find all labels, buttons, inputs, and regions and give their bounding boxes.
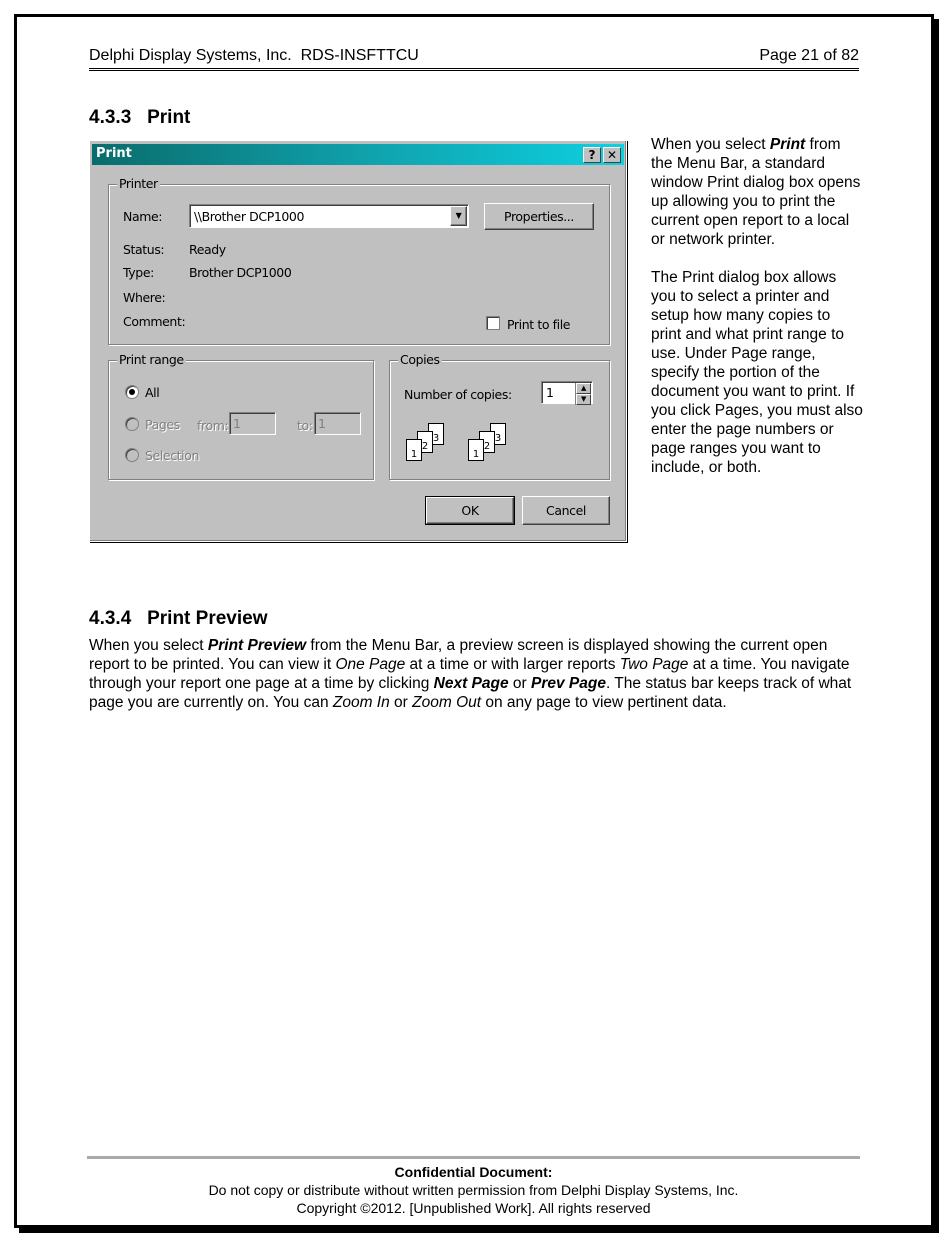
help-button[interactable]: ? <box>583 147 601 163</box>
page-footer <box>87 1156 860 1217</box>
chevron-down-icon[interactable]: ▼ <box>450 206 467 226</box>
text-run: at a time or with larger reports <box>405 656 620 673</box>
collate-page-2a: 2 <box>417 431 433 453</box>
to-value: 1 <box>318 416 326 431</box>
name-label: Name: <box>123 209 163 224</box>
copies-group-label: Copies <box>400 352 440 367</box>
type-value: Brother DCP1000 <box>189 265 292 280</box>
collate-page-3a: 3 <box>428 423 444 445</box>
footer-copyright: Copyright ©2012. [Unpublished Work]. All rights reserved <box>296 1200 651 1216</box>
pages-label: Pages <box>145 417 180 432</box>
spin-down-icon[interactable]: ▼ <box>576 394 591 405</box>
text-run: Print Preview <box>207 637 307 654</box>
dialog-titlebar[interactable] <box>92 144 624 165</box>
printer-name-select[interactable] <box>189 204 469 228</box>
collate-page-2b: 2 <box>479 431 495 453</box>
text-run: . The status bar keeps track of what page you are currently on. You can <box>89 675 852 711</box>
comment-label: Comment: <box>123 314 186 329</box>
text-run: When you select <box>651 136 770 153</box>
footer-notice: Do not copy or distribute without written permission from Delphi Display Systems, Inc. <box>208 1182 739 1198</box>
from-input[interactable] <box>229 412 276 435</box>
print-range-label: Print range <box>119 352 184 367</box>
print-description <box>651 135 863 496</box>
text-run: Zoom In <box>332 694 390 711</box>
collate-page-1b: 1 <box>468 439 484 461</box>
collate-page-3b: 3 <box>490 423 506 445</box>
header-company-doc: Delphi Display Systems, Inc. RDS-INSFTTCU <box>89 47 419 64</box>
cancel-button[interactable]: Cancel <box>522 496 610 525</box>
close-icon[interactable]: ✕ <box>603 147 621 163</box>
page-header <box>89 46 859 71</box>
print-preview-paragraph <box>89 636 859 712</box>
text-run: from the Menu Bar, a preview screen is displayed showing the current open report to be printed. You can view it <box>89 637 828 673</box>
footer-confidential: Confidential Document: <box>394 1164 553 1180</box>
properties-button[interactable]: Properties... <box>484 203 594 230</box>
radio-pages[interactable] <box>125 417 139 431</box>
radio-all[interactable] <box>125 385 139 399</box>
text-run: on any page to view pertinent data. <box>481 694 727 711</box>
printer-name-value: \\Brother DCP1000 <box>194 209 305 224</box>
copies-value: 1 <box>546 385 554 400</box>
copies-stepper[interactable] <box>541 381 593 404</box>
text-run: Zoom Out <box>412 694 482 711</box>
text-run: Two Page <box>619 656 689 673</box>
type-label: Type: <box>123 265 154 280</box>
collate-page-1a: 1 <box>406 439 422 461</box>
printer-group-label: Printer <box>119 176 158 191</box>
print-to-file-checkbox[interactable] <box>486 316 500 330</box>
copies-group <box>389 352 610 480</box>
printer-group <box>108 176 610 345</box>
print-dialog <box>89 140 627 542</box>
text-run: One Page <box>335 656 406 673</box>
text-run: from the Menu Bar, a standard window Print dialog box opens up allowing you to print the current open report to a local or network printer. <box>651 136 861 248</box>
status-value: Ready <box>189 242 226 257</box>
print-description-para1 <box>651 135 863 249</box>
spin-buttons[interactable] <box>575 383 591 405</box>
from-label: from: <box>197 418 229 433</box>
print-to-file-label: Print to file <box>507 317 571 332</box>
text-run: or <box>508 675 531 692</box>
ok-button[interactable]: OK <box>426 497 514 524</box>
text-run: When you select <box>89 637 208 654</box>
radio-selection[interactable] <box>125 448 139 462</box>
dialog-title: Print <box>96 146 132 161</box>
section-heading-print-preview: 4.3.4 Print Preview <box>89 608 268 629</box>
text-run: or <box>389 694 413 711</box>
collate-illustration <box>406 423 546 469</box>
number-of-copies-label: Number of copies: <box>404 387 512 402</box>
text-run: Prev Page <box>531 675 606 692</box>
print-preview-description <box>89 636 859 712</box>
from-value: 1 <box>233 416 241 431</box>
text-run: Print <box>769 136 806 153</box>
text-run: at a time. You navigate through your report one page at a time by clicking <box>89 656 850 692</box>
print-range-group <box>108 352 374 480</box>
selection-label: Selection <box>145 448 200 463</box>
print-description-para2: The Print dialog box allows you to select a printer and setup how many copies to print and what print range to use. Under Page range, specify the portion of the document you want to print. If you click Pages, you must also enter the page numbers or page ranges you want to include, or both. <box>651 269 863 476</box>
text-run: Next Page <box>433 675 509 692</box>
where-label: Where: <box>123 290 166 305</box>
status-label: Status: <box>123 242 165 257</box>
to-input[interactable] <box>314 412 361 435</box>
all-label: All <box>145 385 160 400</box>
spin-up-icon[interactable]: ▲ <box>576 383 591 394</box>
header-page-number: Page 21 of 82 <box>759 47 859 64</box>
section-heading-print: 4.3.3 Print <box>89 107 191 128</box>
to-label: to: <box>297 418 313 433</box>
